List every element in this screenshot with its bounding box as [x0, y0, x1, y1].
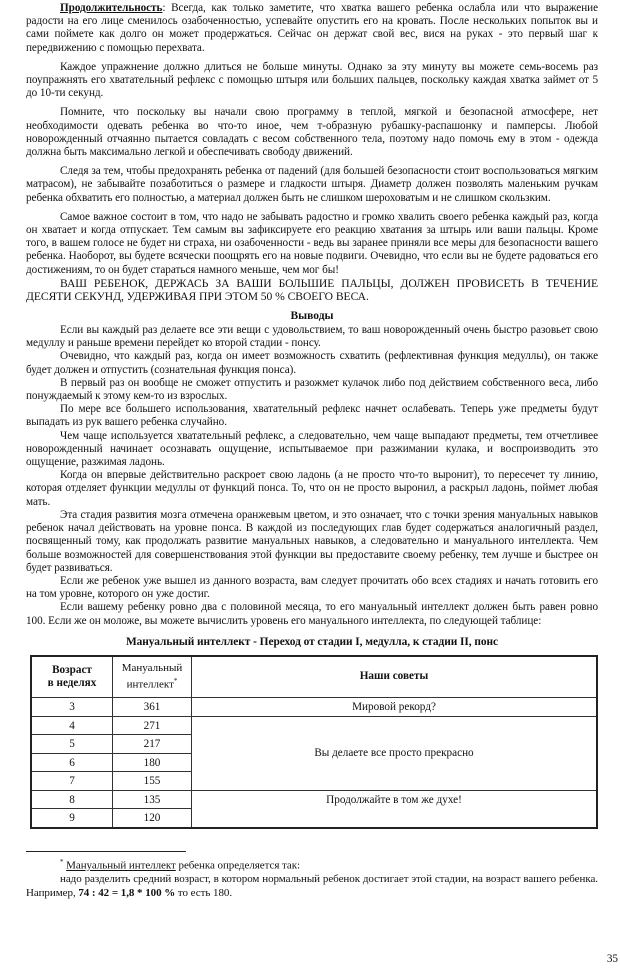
header-age: Возраст в неделях [31, 656, 113, 698]
paragraph: Самое важное состоит в том, что надо не забывать радостно и громко хвалить своего ребенка каждый раз, когда он хватает и когда отпускает. Тем самым вы зафиксируете его реакцию хватания за штырь или ваши пальцы. Кроме того, в вашем голосе не будет ни страха, ни озабоченности - ведь вы заранее приняли все меры для безопасности вашего ребенка. Наоборот, вы будете всячески поощрять его на новые подвиги. Очевидно, что если вы не будете радоваться его достижениям, то он будет стараться намного меньше, чем мог бы! [26, 210, 598, 276]
mi-cell: 120 [113, 809, 192, 828]
paragraph-duration [26, 2, 598, 55]
table-title: Мануальный интеллект - Переход от стадии I, медулла, к стадии II, понс [125, 635, 499, 648]
footnote-term: Мануальный интеллект [66, 859, 176, 872]
page-number: 35 [606, 953, 618, 965]
paragraph: По мере все большего использования, хватательный рефлекс начнет ослабевать. Теперь уже предметы будут выпадать из рук вашего ребенка случайно. [26, 403, 598, 429]
duration-title: Продолжительность [60, 2, 163, 14]
mi-cell: 217 [113, 735, 192, 754]
age-cell: 9 [31, 809, 113, 828]
footnote-line: надо разделить средний возраст, в котором нормальный ребенок достигает этой стадии, на возраст вашего ребенка. Например, 74 : 42 = 1,8 * 100 % то есть 180. [26, 873, 598, 899]
mi-cell: 155 [113, 772, 192, 791]
age-cell: 7 [31, 772, 113, 791]
footnote-formula: 74 : 42 = 1,8 * 100 % [78, 886, 176, 899]
age-cell: 4 [31, 716, 113, 735]
header-advice: Наши советы [192, 656, 598, 698]
paragraph: Очевидно, что каждый раз, когда он имеет возможность схватить (рефлективная функция медуллы), он также будет должен и отпустить (сознательная функция понса). [26, 350, 598, 376]
age-cell: 5 [31, 735, 113, 754]
paragraph: Если вашему ребенку ровно два с половиной месяца, то его мануальный интеллект должен быть равен ровно 100. Если же он моложе, вы можете вычислить уровень его мануального интеллекта, по следующей таблице: [26, 601, 598, 627]
mi-cell: 271 [113, 716, 192, 735]
manual-intelligence-table [30, 655, 598, 829]
paragraph: Если же ребенок уже вышел из данного возраста, вам следует прочитать обо всех стадиях и начать готовить его на том уровне, которого он уже достиг. [26, 574, 598, 601]
advice-cell: Вы делаете все просто прекрасно [192, 716, 598, 790]
mi-cell: 135 [113, 790, 192, 809]
mi-cell: 361 [113, 697, 192, 716]
paragraph: Чем чаще используется хватательный рефлекс, а следовательно, чем чаще выпадают предметы, тем отчетливее новорожденный начинает осознавать ощущение, испытываемое при разжимании кулака, и воспроизводить это ощущение, разжимая ладонь. [26, 429, 598, 469]
paragraph: Каждое упражнение должно длиться не больше минуты. Однако за эту минуту вы можете семь-восемь раз поупражнять его хватательный рефлекс с помощью штыря или больших пальцев, поскольку каждая хватка займет от 5 до 10-ти секунд. [26, 60, 598, 100]
footnote-mark: * [173, 677, 178, 686]
caps-paragraph: ВАШ РЕБЕНОК, ДЕРЖАСЬ ЗА ВАШИ БОЛЬШИЕ ПАЛЬЦЫ, ДОЛЖЕН ПРОВИСЕТЬ В ТЕЧЕНИЕ ДЕСЯТИ СЕКУНД, УДЕРЖИВАЯ ПРИ ЭТОМ 50 % СВОЕГО ВЕСА. [26, 276, 598, 304]
mi-cell: 180 [113, 753, 192, 772]
footnote-mark: * [60, 857, 64, 866]
table-row [31, 697, 597, 716]
advice-cell: Продолжайте в том же духе! [192, 790, 598, 828]
paragraph: Следя за тем, чтобы предохранять ребенка от падений (для большей безопасности стоит воспользоваться мягким матрасом), не забывайте позаботиться о размере и гладкости штыря. Диаметр должен позволять маленьким ручкам ребенка обхватить его полностью, а материал должен быть не слишком шероховатым и не слишком скользким. [26, 165, 598, 204]
paragraph: Помните, что поскольку вы начали свою программу в теплой, мягкой и безопасной атмосфере, нет необходимости одевать ребенка во что-то иное, чем т-образную рубашку-распашонку и памперсы. Любой новорожденный отчаянно пытается совладать с весом собственного тела, поэтому надо помочь ему в этом - одежда должна быть максимально легкой и обеспечивать свободу движений. [26, 106, 598, 159]
paragraph: Когда он впервые действительно раскроет свою ладонь (а не просто что-то выронит), то пересечет ту линию, которая отделяет функции медуллы от функций понса. То, что он не просто выронил, а раскрыл ладонь, поймет любая мать. [26, 469, 598, 508]
footnote-line: * Мануальный интеллект ребенка определяется так: [60, 857, 301, 872]
table-row [31, 790, 597, 809]
header-manual-intelligence: Мануальный интеллект* [113, 656, 192, 698]
age-cell: 6 [31, 753, 113, 772]
document-page [26, 0, 598, 900]
age-cell: 3 [31, 697, 113, 716]
duration-text: : Всегда, как только заметите, что хватка вашего ребенка ослабла или что выражение радости на его лице сменилось озабоченностью, успевайте опустить его на кровать. После нескольких попыток вы и сами поймете как долго он может продержаться. Сейчас он держат свой вес, вися на руках - это первый шаг к передвижению с помощью перехвата. [26, 2, 598, 54]
table-header-row [31, 656, 597, 698]
paragraph: Если вы каждый раз делаете все эти вещи с удовольствием, то ваш новорожденный очень быстро разовьет свою медуллу и раньше времени перейдет ко второй стадии - понсу. [26, 324, 598, 350]
footnote-divider [26, 851, 186, 852]
table-row [31, 716, 597, 735]
section-heading: Выводы [290, 310, 334, 323]
paragraph: В первый раз он вообще не сможет отпустить и разожмет кулачок либо под действием собственного веса, либо понуждаемый к этому кем-то из взрослых. [26, 376, 598, 403]
paragraph: Эта стадия развития мозга отмечена оранжевым цветом, и это означает, что с точки зрения мануальных навыков ребенок начал действовать на уровне понса. В каждой из последующих глав будет содержаться аналогичный раздел, посвященный тому, как продолжать развитие мануальных навыков, а следовательно и мануального интеллекта. Чем больше возможностей для совершенствования этой функции вы предоставите своему ребенку, тем лучше и быстрее он будет развиваться. [26, 508, 598, 574]
advice-cell: Мировой рекорд? [192, 697, 598, 716]
footnote [26, 856, 598, 900]
age-cell: 8 [31, 790, 113, 809]
